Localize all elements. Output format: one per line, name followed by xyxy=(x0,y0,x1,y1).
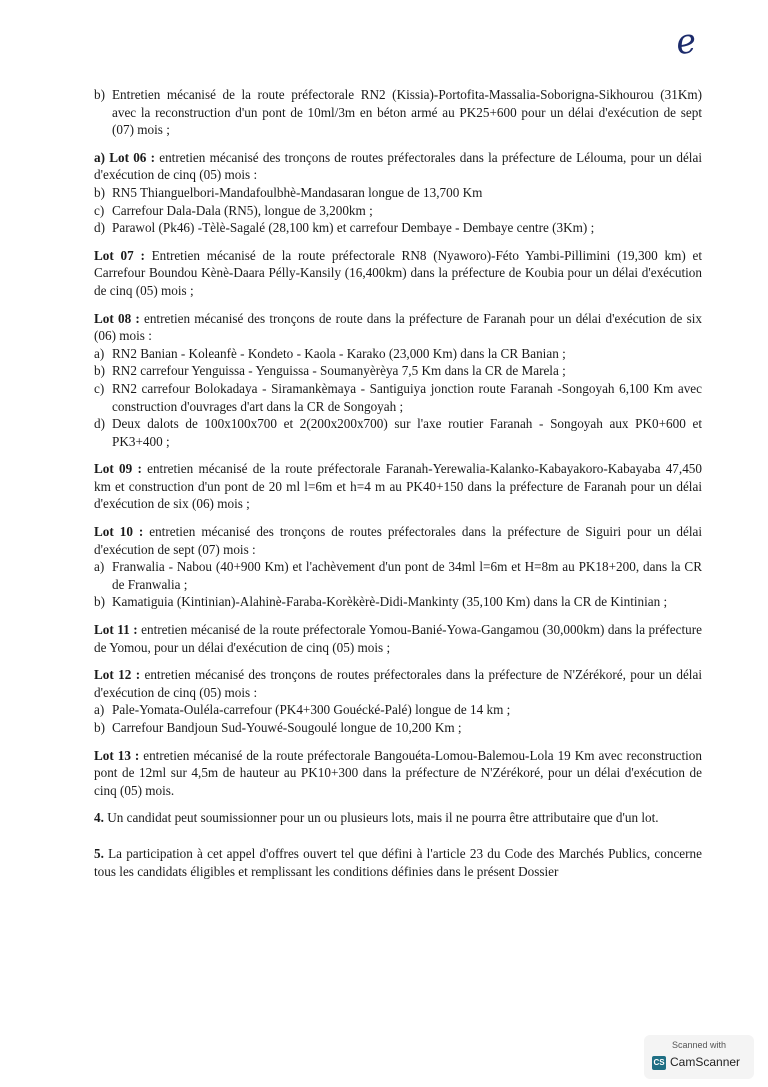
section-5 xyxy=(94,845,702,880)
lot-block xyxy=(94,523,702,611)
list-item xyxy=(94,362,702,380)
list-item-text: Pale-Yomata-Ouléla-carrefour (PK4+300 Gouécké-Palé) longue de 14 km ; xyxy=(112,702,511,718)
lot-paragraph xyxy=(94,666,702,701)
list-item-letter: a) xyxy=(94,702,105,718)
lot-intro: entretien mécanisé de la route préfectorale Faranah-Yerewalia-Kalanko-Kabayakoro-Kabayaba 47,450 km et construction d'un pont de 20 ml l=6m et h=4 m au PK40+150 dans la préfecture de Faranah pour un délai d'exécution de six (06) mois ; xyxy=(94,461,702,512)
list-item-text: Entretien mécanisé de la route préfectorale RN2 (Kissia)-Portofita-Massalia-Soborigna-Sikhourou (31Km) avec la reconstruction d'un pont de 10ml/3m en béton armé au PK25+600 pour un délai d'exécution de sept (07) mois ; xyxy=(112,87,702,138)
list-item-letter: c) xyxy=(94,380,105,396)
scanner-line2: CamScanner xyxy=(670,1055,741,1069)
lot-block xyxy=(94,747,702,800)
list-item-text: RN2 carrefour Bolokadaya - Siramankèmaya - Santiguiya jonction route Faranah -Songoyah 6,100 Km avec construction d'ouvrages d'art dans la CR de Songoyah ; xyxy=(112,380,702,414)
list-item-text: Parawol (Pk46) -Tèlè-Sagalé (28,100 km) et carrefour Dembaye - Dembaye centre (3Km) ; xyxy=(112,220,595,236)
lot-block xyxy=(94,149,702,237)
lot-intro: entretien mécanisé des tronçons de routes préfectorales dans la préfecture de Lélouma, pour un délai d'exécution de cinq (05) mois : xyxy=(94,149,702,183)
list-item xyxy=(94,184,702,202)
list-item xyxy=(94,593,702,611)
list-item-letter: a) xyxy=(94,559,105,575)
document-body xyxy=(94,86,702,880)
lot-intro: entretien mécanisé de la route préfectorale Bangouéta-Lomou-Balemou-Lola 19 Km avec reconstruction pont de 12ml sur 4,5m de hauteur au PK10+300 dans la préfecture de N'Zérékoré, pour un délai d'exécution de cinq (05) mois. xyxy=(94,747,702,798)
lot-paragraph xyxy=(94,621,702,656)
lot-paragraph xyxy=(94,310,702,345)
section-5-number: 5. xyxy=(94,845,104,861)
lot-block xyxy=(94,666,702,736)
lot-block xyxy=(94,310,702,451)
list-item-letter: b) xyxy=(94,594,105,610)
list-item xyxy=(94,202,702,220)
lot-intro: Entretien mécanisé de la route préfectorale RN8 (Nyaworo)-Féto Yambi-Pillimini (19,300 km) et Carrefour Boundou Kènè-Daara Pélly-Kansily (16,400km) dans la préfecture de Koubia pour un délai d'exécution de cinq (05) mois ; xyxy=(94,247,702,298)
lot-label: Lot 09 : xyxy=(94,461,142,477)
list-item-text: Kamatiguia (Kintinian)-Alahinè-Faraba-Korèkèrè-Didi-Mankinty (35,100 Km) dans la CR de Kintinian ; xyxy=(112,594,668,610)
section-4 xyxy=(94,809,702,827)
lot-label: Lot 07 : xyxy=(94,247,145,263)
lot-block xyxy=(94,247,702,300)
list-item xyxy=(94,219,702,237)
list-item-letter: b) xyxy=(94,87,105,102)
list-item-letter: c) xyxy=(94,202,105,218)
section-4-number: 4. xyxy=(94,810,104,826)
list-item xyxy=(94,86,702,139)
list-item xyxy=(94,345,702,363)
lot-intro: entretien mécanisé des tronçons de routes préfectorales dans la préfecture de N'Zérékoré, pour un délai d'exécution de cinq (05) mois : xyxy=(94,667,702,700)
lot-label: Lot 12 : xyxy=(94,667,141,683)
list-item-letter: b) xyxy=(94,184,105,200)
lot-label: Lot 11 : xyxy=(94,622,138,638)
lot-intro: entretien mécanisé des tronçons de route dans la préfecture de Faranah pour un délai d'exécution de six (06) mois : xyxy=(94,310,702,344)
lot-label: a) Lot 06 : xyxy=(94,149,156,165)
list-item-text: RN2 Banian - Koleanfè - Kondeto - Kaola - Karako (23,000 Km) dans la CR Banian ; xyxy=(112,345,566,361)
scanner-line1: Scanned with xyxy=(671,1040,727,1050)
lot-label: Lot 13 : xyxy=(94,747,140,763)
list-item-letter: d) xyxy=(94,416,105,432)
list-item-text: Carrefour Bandjoun Sud-Youwé-Sougoulé longue de 10,200 Km ; xyxy=(112,720,462,735)
list-item xyxy=(94,701,702,719)
list-item xyxy=(94,415,702,450)
list-item-text: Franwalia - Nabou (40+900 Km) et l'achèvement d'un pont de 34ml l=6m et H=8m au PK18+200, dans la CR de Franwalia ; xyxy=(112,559,702,592)
list-item-text: Deux dalots de 100x100x700 et 2(200x200x700) sur l'axe routier Faranah - Songoyah aux PK0+600 et PK3+400 ; xyxy=(112,416,702,449)
section-5-text: La participation à cet appel d'offres ouvert tel que défini à l'article 23 du Code des Marchés Publics, concerne tous les candidats éligibles et remplissant les conditions définies dans le présent Dossier xyxy=(94,845,702,879)
list-item-text: RN2 carrefour Yenguissa - Yenguissa - Soumanyèrèya 7,5 Km dans la CR de Marela ; xyxy=(112,363,566,379)
lot-paragraph xyxy=(94,460,702,513)
lot-paragraph xyxy=(94,247,702,300)
list-item-letter: a) xyxy=(94,345,105,361)
list-item-text: Carrefour Dala-Dala (RN5), longue de 3,200km ; xyxy=(112,202,373,218)
lot-paragraph xyxy=(94,149,702,184)
lot-block xyxy=(94,460,702,513)
lot-paragraph xyxy=(94,523,702,558)
lot-paragraph xyxy=(94,747,702,800)
lot-label: Lot 10 : xyxy=(94,524,144,540)
list-item-letter: d) xyxy=(94,220,105,236)
list-item-letter: b) xyxy=(94,720,105,735)
lot-block xyxy=(94,86,702,139)
list-item-text: RN5 Thianguelbori-Mandafoulbhè-Mandasaran longue de 13,700 Km xyxy=(112,184,483,200)
lot-label: Lot 08 : xyxy=(94,310,140,326)
list-item xyxy=(94,719,702,737)
lot-intro: entretien mécanisé des tronçons de routes préfectorales dans la préfecture de Siguiri pour un délai d'exécution de sept (07) mois : xyxy=(94,524,702,557)
lot-intro: entretien mécanisé de la route préfectorale Yomou-Banié-Yowa-Gangamou (30,000km) dans la préfecture de Yomou, pour un délai d'exécution de cinq (05) mois ; xyxy=(94,622,702,655)
lot-block xyxy=(94,621,702,656)
list-item xyxy=(94,380,702,415)
section-4-text: Un candidat peut soumissionner pour un ou plusieurs lots, mais il ne pourra être attributaire que d'un lot. xyxy=(103,810,659,826)
camscanner-watermark xyxy=(644,1035,754,1079)
camscanner-logo-icon: CS xyxy=(652,1056,666,1070)
list-item xyxy=(94,558,702,593)
list-item-letter: b) xyxy=(94,363,105,379)
handwritten-mark: e xyxy=(673,20,699,64)
